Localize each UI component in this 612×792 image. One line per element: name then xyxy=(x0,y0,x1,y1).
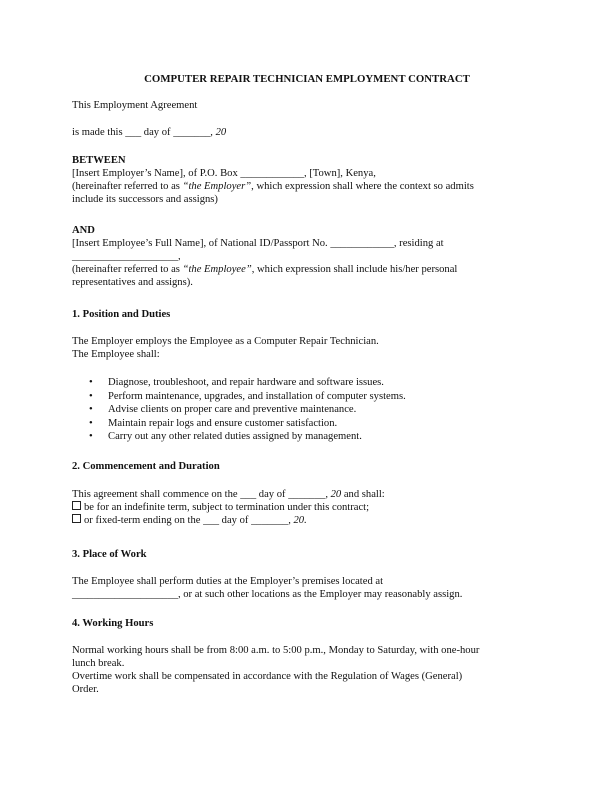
duty-text: Diagnose, troubleshoot, and repair hardware and software issues. xyxy=(108,377,384,388)
employer-definition xyxy=(72,180,542,193)
option-indefinite-label: be for an indefinite term, subject to termination under this contract; xyxy=(84,502,370,513)
commencement-tail: and shall: xyxy=(341,489,385,500)
employer-line: [Insert Employer’s Name], of P.O. Box ____________, [Town], Kenya, xyxy=(72,168,376,179)
section-1-line-2: The Employee shall: xyxy=(72,349,160,360)
commencement-text: This agreement shall commence on the ___ day of _______ xyxy=(72,489,326,500)
between-heading: BETWEEN xyxy=(72,155,126,166)
employer-definition-cont: include its successors and assigns) xyxy=(72,194,218,205)
section-2-body xyxy=(72,488,542,527)
duty-text: Carry out any other related duties assigned by management. xyxy=(108,431,362,443)
section-4-body xyxy=(72,644,542,696)
list-item xyxy=(72,430,542,444)
employer-definition-b: , which expression shall where the context so admits xyxy=(251,181,474,192)
duties-list xyxy=(72,376,542,444)
duty-text: Advise clients on proper care and preventive maintenance. xyxy=(108,404,357,416)
bullet-icon: • xyxy=(89,431,93,443)
residence-blank: ____________________, xyxy=(72,251,181,262)
list-item xyxy=(72,376,542,390)
section-3-line-1: The Employee shall perform duties at the Employer’s premises located at xyxy=(72,576,384,587)
date-line-year: , 20 xyxy=(210,127,227,138)
employee-line: [Insert Employee’s Full Name], of National ID/Passport No. ____________, residing at xyxy=(72,238,444,249)
checkbox-icon[interactable] xyxy=(72,501,81,510)
and-block xyxy=(72,224,542,289)
section-1-body xyxy=(72,335,542,361)
employee-definition-b: , which expression shall include his/her personal xyxy=(251,264,458,275)
section-2-heading: 2. Commencement and Duration xyxy=(72,461,220,472)
section-4-line-4: Order. xyxy=(72,684,99,695)
section-4-line-3: Overtime work shall be compensated in accordance with the Regulation of Wages (General) xyxy=(72,671,463,682)
bullet-icon: • xyxy=(89,377,93,388)
bullet-icon: • xyxy=(89,404,93,416)
list-item xyxy=(72,390,542,404)
section-3-heading: 3. Place of Work xyxy=(72,549,147,560)
between-block xyxy=(72,154,542,206)
employer-definition-a: (hereinafter referred to as xyxy=(72,181,183,192)
section-3-body xyxy=(72,575,542,601)
list-item xyxy=(72,417,542,431)
section-4-heading: 4. Working Hours xyxy=(72,618,154,629)
employee-term: “the Employee” xyxy=(182,264,252,275)
option-fixed-term-label: or fixed-term ending on the ___ day of _______ xyxy=(84,515,289,526)
document-title: COMPUTER REPAIR TECHNICIAN EMPLOYMENT CONTRACT xyxy=(144,73,470,85)
checkbox-icon[interactable] xyxy=(72,514,81,523)
bullet-icon: • xyxy=(89,390,93,402)
section-4-line-1: Normal working hours shall be from 8:00 a.m. to 5:00 p.m., Monday to Saturday, with one-hour xyxy=(72,645,480,656)
section-1-heading: 1. Position and Duties xyxy=(72,309,171,320)
date-line-text: is made this ___ day of _______ xyxy=(72,127,211,138)
option-fixed-term-year: , 20. xyxy=(288,515,307,526)
employee-definition xyxy=(72,263,542,276)
employee-definition-a: (hereinafter referred to as xyxy=(72,264,183,275)
section-3-line-2: ____________________, or at such other locations as the Employer may reasonably assign. xyxy=(72,589,463,600)
section-4-line-2: lunch break. xyxy=(72,658,125,669)
and-heading: AND xyxy=(72,225,95,236)
employer-term: “the Employer” xyxy=(182,181,252,192)
duty-text: Maintain repair logs and ensure customer satisfaction. xyxy=(108,417,338,429)
bullet-icon: • xyxy=(89,417,93,429)
duty-text: Perform maintenance, upgrades, and installation of computer systems. xyxy=(108,390,406,402)
employee-definition-cont: representatives and assigns). xyxy=(72,277,193,288)
intro-line: This Employment Agreement xyxy=(72,100,198,111)
option-indefinite[interactable] xyxy=(72,501,542,514)
date-line xyxy=(72,126,542,139)
section-1-line-1: The Employer employs the Employee as a Computer Repair Technician. xyxy=(72,336,379,347)
list-item xyxy=(72,403,542,417)
commencement-year: , 20 xyxy=(325,489,342,500)
commencement-line xyxy=(72,488,542,501)
option-fixed-term[interactable] xyxy=(72,514,542,527)
